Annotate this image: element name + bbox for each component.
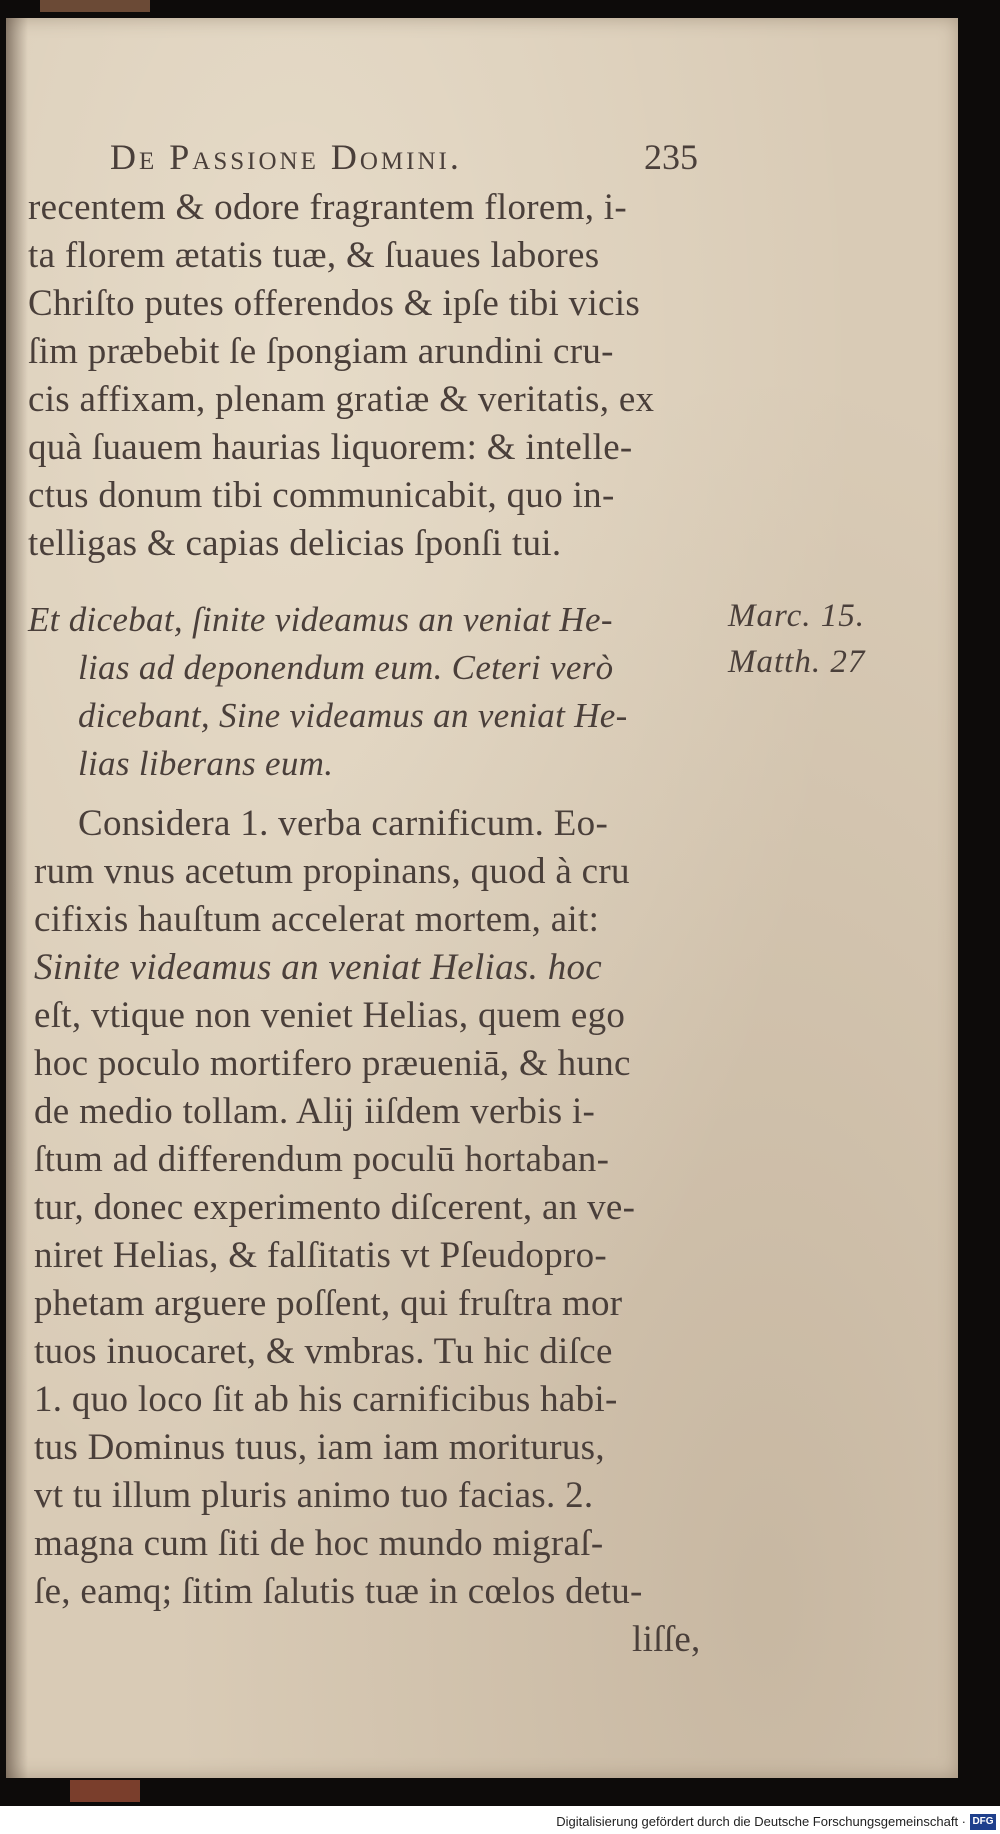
consider-line: eſt, vtique non veniet Helias, quem ego <box>34 995 626 1036</box>
body-line: ſim præbebit ſe ſpongiam arundini cru- <box>28 331 614 372</box>
consider-line: tur, donec experimento diſcerent, an ve- <box>34 1187 636 1228</box>
consider-line: magna cum ſiti de hoc mundo migraſ- <box>34 1523 604 1564</box>
body-line: cis affixam, plenam gratiæ & veritatis, ex <box>28 379 655 420</box>
consider-line: de medio tollam. Alij iiſdem verbis i- <box>34 1091 596 1132</box>
consider-line: vt tu illum pluris animo tuo facias. 2. <box>34 1475 594 1516</box>
consider-line: niret Helias, & falſitatis vt Pſeudopro- <box>34 1235 608 1276</box>
body-line: ctus donum tibi communicabit, quo in- <box>28 475 615 516</box>
consider-line: hoc poculo mortifero præueniā, & hunc <box>34 1043 631 1084</box>
scripture-quote-line: lias liberans eum. <box>78 744 334 783</box>
footer-bar <box>0 1812 1000 1834</box>
scripture-quote-line: Et dicebat, ſinite videamus an veniat He- <box>28 600 613 639</box>
margin-reference: Marc. 15. <box>728 598 866 634</box>
book-page <box>6 18 958 1778</box>
scripture-quote-line: lias ad deponendum eum. Ceteri verò <box>78 648 614 687</box>
body-line: quà ſuauem haurias liquorem: & intelle- <box>28 427 633 468</box>
scripture-quote-line: dicebant, Sine videamus an veniat He- <box>78 696 628 735</box>
catchword: liſſe, <box>632 1619 701 1660</box>
consider-line: ſe, eamq; ſitim ſalutis tuæ in cœlos detu- <box>34 1571 643 1612</box>
consider-line: tuos inuocaret, & vmbras. Tu hic diſce <box>34 1331 613 1372</box>
body-line: Chriſto putes offerendos & ipſe tibi vicis <box>28 283 641 324</box>
running-header: De Passione Domini. <box>110 137 462 177</box>
consider-line: ſtum ad differendum poculū hortaban- <box>34 1139 610 1180</box>
gutter-shadow <box>6 18 28 1778</box>
book-edge-top <box>40 0 150 12</box>
book-edge-bottom <box>70 1780 140 1802</box>
funding-credit: Digitalisierung gefördert durch die Deutsche Forschungsgemeinschaft · <box>556 1814 966 1829</box>
margin-reference: Matth. 27 <box>728 644 866 680</box>
body-line: ta florem ætatis tuæ, & ſuaues labores <box>28 235 600 276</box>
consider-line: tus Dominus tuus, iam iam moriturus, <box>34 1427 605 1468</box>
consider-line: Considera 1. verba carnificum. Eo- <box>78 803 609 844</box>
consider-line: rum vnus acetum propinans, quod à cru <box>34 851 630 892</box>
body-line: telligas & capias delicias ſponſi tui. <box>28 523 562 564</box>
body-line: recentem & odore fragrantem florem, i- <box>28 187 628 228</box>
page-number: 235 <box>644 137 698 177</box>
consider-line: Sinite videamus an veniat Helias. hoc <box>34 947 603 988</box>
consider-line: phetam arguere poſſent, qui fruſtra mor <box>34 1283 623 1324</box>
consider-line: 1. quo loco ſit ab his carnificibus habi- <box>34 1379 618 1420</box>
consider-line: cifixis hauſtum accelerat mortem, ait: <box>34 899 600 940</box>
dfg-logo-icon: DFG <box>970 1814 996 1830</box>
